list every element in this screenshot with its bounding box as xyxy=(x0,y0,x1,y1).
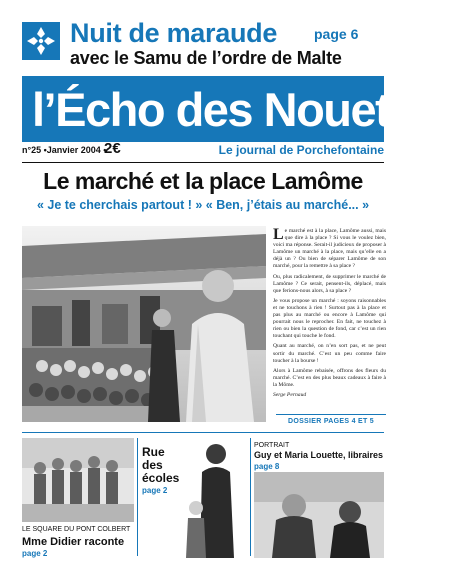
teaser-ecoles[interactable] xyxy=(142,438,246,558)
teaser-title: Guy et Maria Louette, libraires xyxy=(254,450,384,460)
teaser-square[interactable] xyxy=(22,438,134,558)
article-signature: Serge Pernaud xyxy=(273,391,307,398)
headline-subtitle: « Je te cherchais partout ! » « Ben, j’étais au marché... » xyxy=(36,198,370,212)
article-paragraph: Alors à Lamôme rebaisée, offrons des fleurs du marché. C’est en des plus beaux cadeaux à faire à la Môme. xyxy=(273,367,386,388)
article-paragraph: Je vous propose un marché : soyons raisonnables et ne touchons à rien ! Surtout pas à la place et pas plus au marché ou encore à Lamôme qui pourrait nous le reprocher. En fait, ne touchez à rien ou bien la question de fond, car c’est un rien touchant qui touche le fond. xyxy=(273,297,386,340)
teaser-title: Mme Didier raconte xyxy=(22,536,125,548)
booksellers-photo xyxy=(254,472,384,558)
headline[interactable]: Le marché et la place Lamôme xyxy=(43,168,363,194)
maltese-cross-logo xyxy=(22,22,60,60)
banner-title: Nuit de maraude xyxy=(70,18,278,48)
divider xyxy=(22,162,384,163)
market-photo xyxy=(22,226,266,422)
newspaper-front-page xyxy=(8,8,453,558)
top-banner[interactable] xyxy=(22,18,384,74)
banner-subtitle: avec le Samu de l’ordre de Malte xyxy=(70,48,342,68)
price: 2€ xyxy=(104,140,121,157)
banner-page-ref: page 6 xyxy=(314,26,359,42)
teaser-title: Rue des écoles xyxy=(142,445,180,485)
dossier-link[interactable]: DOSSIER PAGES 4 ET 5 xyxy=(276,414,386,428)
masthead xyxy=(22,78,453,142)
teaser-kicker: LE SQUARE DU PONT COLBERT xyxy=(22,526,131,533)
teaser-kicker: PORTRAIT xyxy=(254,442,290,449)
article-paragraph: Quant au marché, on n’en sort pas, et ne peut sortir du marché. C’est un peu comme faire toucher à la bourse ! xyxy=(273,343,386,364)
divider xyxy=(250,438,251,556)
divider xyxy=(137,438,138,556)
issue-number: n°25 •Janvier 2004 • xyxy=(22,145,107,155)
teaser-page-ref: page 8 xyxy=(254,462,280,471)
tagline: Le journal de Porchefontaine xyxy=(218,143,384,157)
masthead-title: l’Écho des Nouettes xyxy=(32,83,453,136)
teaser-portrait[interactable] xyxy=(254,438,384,558)
article-paragraph: Ou, plus radicalement, de supprimer le marché de Lamôme ? Ce serait, pensent-ils, déplacé, mais que ferions-nous alors, à sa place ? xyxy=(273,273,386,294)
article-paragraph: Le marché est à la place, Lamôme aussi, mais que dire à la place ? Si vous le voulez bien, voici ma réponse. Serait-il judicieux de proposer à Lamôme un marché à la place, mais qu’elle en a déjà un ? Ou bien de séparer Lamôme de son marché, pour la remettre à sa place ? xyxy=(273,226,386,270)
children-photo xyxy=(22,438,134,522)
divider xyxy=(22,432,384,433)
editorial-article xyxy=(273,228,386,402)
drop-cap: L xyxy=(273,226,284,243)
teaser-page-ref: page 2 xyxy=(142,486,168,495)
teaser-page-ref: page 2 xyxy=(22,549,48,558)
